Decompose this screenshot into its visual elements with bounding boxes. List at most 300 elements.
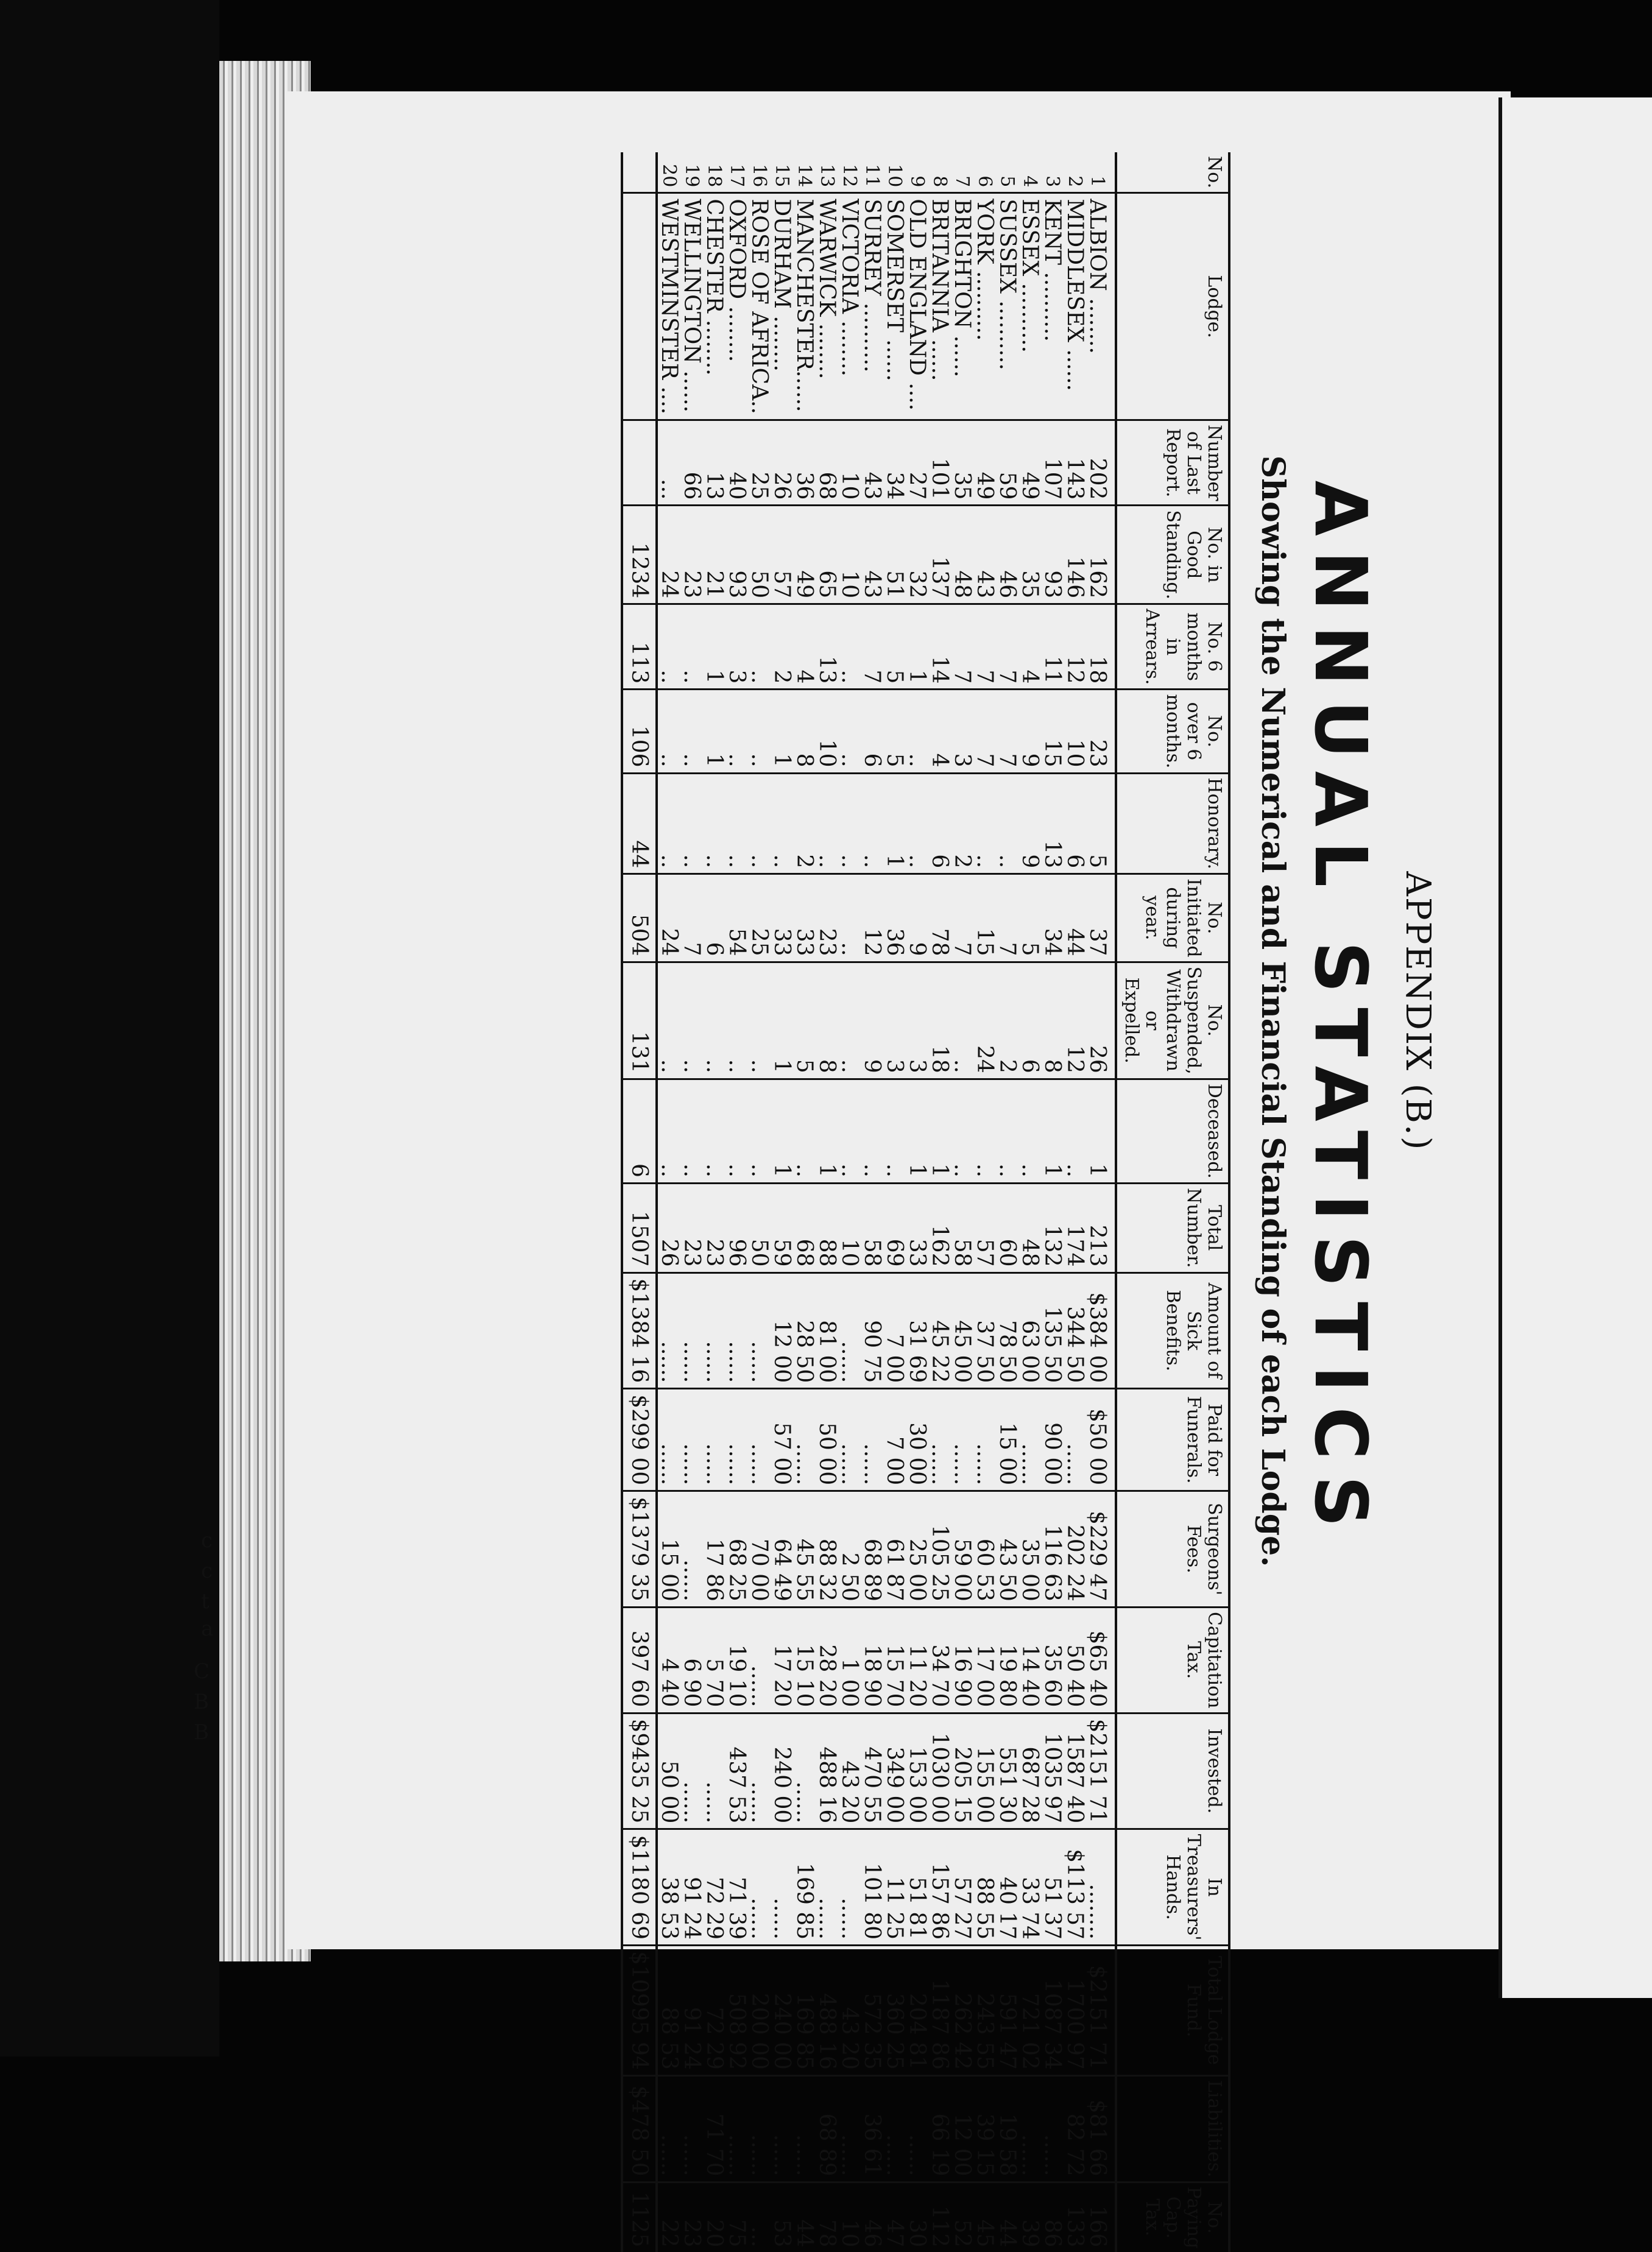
table-cell: 52 [951, 2182, 973, 2252]
table-cell: 721 02 [1018, 1946, 1041, 2076]
table-cell: ...... [748, 1272, 771, 1389]
table-cell: .. [657, 962, 680, 1079]
table-cell: ...... [838, 1829, 861, 1946]
table-cell: 101 80 [861, 1829, 883, 1946]
table-cell: ...... [793, 1713, 816, 1829]
table-row [951, 152, 973, 2252]
table-cell: 91 24 [680, 1829, 703, 1946]
table-cell: 16 90 [951, 1607, 973, 1713]
table-cell: 45 22 [928, 1272, 951, 1389]
table-cell: 15 10 [793, 1607, 816, 1713]
table-cell: 88 [816, 1183, 838, 1272]
table-cell: 155 00 [973, 1713, 996, 1829]
table-cell: 36 [883, 874, 906, 962]
column-header: In Treasurers' Hands. [1116, 1829, 1229, 1946]
table-cell: 470 55 [861, 1713, 883, 1829]
table-cell: 1087 34 [1041, 1946, 1064, 2076]
table-cell: 53 [771, 2182, 793, 2252]
table-cell: .. [906, 690, 928, 773]
table-cell: 50 00 [816, 1389, 838, 1491]
total-cell: 113 [622, 604, 657, 690]
table-cell: 7 [951, 604, 973, 690]
table-cell: 1 [703, 604, 725, 690]
table-cell: .. [703, 773, 725, 874]
table-cell: 24 [973, 962, 996, 1079]
table-cell: 51 81 [906, 1829, 928, 1946]
table-cell: 43 20 [838, 1946, 861, 2076]
table-cell: 28 50 [793, 1272, 816, 1389]
table-cell: 2 [771, 604, 793, 690]
table-cell: .. [771, 773, 793, 874]
table-cell: MIDDLESEX ...... [1064, 193, 1086, 420]
table-cell: ...... [816, 1829, 838, 1946]
total-cell: 1234 [622, 506, 657, 604]
table-cell: 35 [1018, 506, 1041, 604]
table-cell: 169 85 [793, 1946, 816, 2076]
statistics-table [621, 152, 1230, 2252]
table-cell: 18 [1086, 604, 1116, 690]
table-cell: .. [861, 773, 883, 874]
table-cell: 78 50 [996, 1272, 1018, 1389]
table-cell: 7 [996, 874, 1018, 962]
table-cell: 50 40 [1064, 1607, 1086, 1713]
table-cell: 45 00 [951, 1272, 973, 1389]
table-cell: 1 [816, 1079, 838, 1183]
table-cell: 344 50 [1064, 1272, 1086, 1389]
rotated-content [292, 128, 1450, 2249]
column-header: Honorary. [1116, 773, 1229, 874]
table-cell: 262 42 [951, 1946, 973, 2076]
table-cell: 25 [748, 420, 771, 506]
table-cell: 43 20 [838, 1713, 861, 1829]
table-cell: 36 61 [861, 2075, 883, 2182]
table-cell: .. [816, 773, 838, 874]
total-cell: $9435 25 [622, 1713, 657, 1829]
table-cell: .. [748, 1079, 771, 1183]
table-cell: MANCHESTER...... [793, 193, 816, 420]
column-header: Liabilities. [1116, 2075, 1229, 2182]
table-cell: 146 [1064, 506, 1086, 604]
page-subtitle: Showing the Numerical and Financial Standing of each Lodge. [1254, 455, 1291, 1567]
table-cell: 23 [1086, 690, 1116, 773]
table-cell: 1700 97 [1064, 1946, 1086, 2076]
table-cell: .. [748, 690, 771, 773]
table-cell: ... [657, 420, 680, 506]
table-row [725, 152, 748, 2252]
table-cell: .. [883, 1079, 906, 1183]
table-cell: .. [838, 962, 861, 1079]
table-cell: 8 [1041, 962, 1064, 1079]
table-header [1116, 152, 1229, 2252]
table-cell: 7 00 [883, 1389, 906, 1491]
table-cell: 133 [1064, 2182, 1086, 2252]
table-cell: 66 19 [928, 2075, 951, 2182]
table-cell: 17 [726, 164, 747, 188]
table-cell: 13 [703, 420, 725, 506]
table-cell: 65 [816, 506, 838, 604]
table-cell: 9 [906, 175, 928, 188]
table-cell: 71 39 [725, 1829, 748, 1946]
table-cell: 93 [1041, 506, 1064, 604]
table-cell: $384 00 [1086, 1272, 1116, 1389]
table-cell: $113 57 [1064, 1829, 1086, 1946]
table-cell: 437 53 [725, 1713, 748, 1829]
table-cell: 6 [861, 690, 883, 773]
table-cell: 23 [816, 874, 838, 962]
table-cell: 4 [1018, 604, 1041, 690]
table-cell: .. [838, 604, 861, 690]
table-cell: 3 [725, 604, 748, 690]
table-cell: 72 29 [703, 1829, 725, 1946]
table-cell: 68 25 [725, 1491, 748, 1608]
table-cell: 34 70 [928, 1607, 951, 1713]
table-cell: $2151 71 [1086, 1946, 1116, 2076]
facing-page [1498, 97, 1652, 1998]
table-cell: 349 00 [883, 1713, 906, 1829]
table-cell: ROSE OF AFRICA.. [748, 193, 771, 420]
table-cell: 43 [861, 420, 883, 506]
table-totals [622, 152, 657, 2252]
table-cell: ...... [657, 1389, 680, 1491]
table-cell: ...... [725, 2075, 748, 2182]
table-cell: 1 [1041, 1079, 1064, 1183]
table-cell: 5 [1018, 874, 1041, 962]
table-cell: 39 15 [973, 2075, 996, 2182]
table-cell: 14 [794, 164, 815, 188]
total-cell [622, 420, 657, 506]
table-cell: 19 10 [725, 1607, 748, 1713]
table-cell: 157 86 [928, 1829, 951, 1946]
table-cell: 12 00 [771, 1272, 793, 1389]
table-cell: 45 [973, 2182, 996, 2252]
table-cell: 105 25 [928, 1491, 951, 1608]
table-cell: ...... [838, 1389, 861, 1491]
table-cell: 46 [996, 506, 1018, 604]
table-cell: 78 [928, 874, 951, 962]
table-cell: 5 [793, 962, 816, 1079]
table-cell: 75 [725, 2182, 748, 2252]
table-cell: 6 [1018, 962, 1041, 1079]
table-cell: 35 60 [1041, 1607, 1064, 1713]
table-cell: 40 [725, 420, 748, 506]
table-cell: SURREY .......... [861, 193, 883, 420]
table-cell: 19 58 [996, 2075, 1018, 2182]
table-cell: 14 40 [1018, 1607, 1041, 1713]
table-cell: 10 [838, 506, 861, 604]
table-cell: 45 55 [793, 1491, 816, 1608]
table-cell: ...... [883, 2075, 906, 2182]
totals-row [622, 152, 657, 2252]
margin-letter: B [194, 1690, 209, 1714]
table-cell: 488 16 [816, 1946, 838, 2076]
table-cell: ...... [680, 2075, 703, 2182]
table-cell: 1 [771, 1079, 793, 1183]
table-cell: .. [748, 604, 771, 690]
table-cell: 5 [1086, 773, 1116, 874]
table-cell: 15 00 [996, 1389, 1018, 1491]
table-cell: 2 [793, 773, 816, 874]
table-cell: 88 53 [657, 1946, 680, 2076]
table-cell: ...... [771, 2075, 793, 2182]
scan-background-left [0, 0, 219, 2056]
table-cell: .. [951, 1079, 973, 1183]
total-cell: 131 [622, 962, 657, 1079]
table-cell: 137 [928, 506, 951, 604]
margin-letter: a [201, 1617, 214, 1641]
table-cell: 60 [996, 1183, 1018, 1272]
table-cell: SUSSEX .......... [996, 193, 1018, 420]
table-cell: 17 20 [771, 1607, 793, 1713]
table-cell: 5 70 [703, 1607, 725, 1713]
margin-letter: c [201, 1559, 213, 1583]
table-cell: .. [838, 1079, 861, 1183]
table-cell: 7 [996, 690, 1018, 773]
table-cell: 13 [816, 604, 838, 690]
table-cell: ...... [748, 2075, 771, 2182]
table-cell: 68 89 [861, 1491, 883, 1608]
total-cell: 504 [622, 874, 657, 962]
table-cell: ........ [1086, 1829, 1116, 1946]
table-cell: 15 [1041, 690, 1064, 773]
table-cell: 7 [973, 604, 996, 690]
table-cell: .. [838, 690, 861, 773]
table-row [906, 152, 928, 2252]
table-cell: 17 00 [973, 1607, 996, 1713]
table-row [996, 152, 1018, 2252]
table-cell: 40 17 [996, 1829, 1018, 1946]
table-cell: .. [703, 1079, 725, 1183]
table-cell: ...... [1064, 1389, 1086, 1491]
table-cell: 12 [861, 874, 883, 962]
table-cell: 6 [974, 175, 995, 188]
table-row [793, 152, 816, 2252]
appendix-label: APPENDIX (B.) [1398, 871, 1438, 1151]
column-header: Total Lodge Fund. [1116, 1946, 1229, 2076]
table-cell: ...... [1041, 2075, 1064, 2182]
table-cell: 21 [703, 506, 725, 604]
total-cell: 1125 [622, 2182, 657, 2252]
table-cell: 11 20 [906, 1607, 928, 1713]
table-cell: 4 40 [657, 1607, 680, 1713]
table-row [1086, 152, 1116, 2252]
table-cell: 71 70 [703, 2075, 725, 2182]
table-cell: 60 53 [973, 1491, 996, 1608]
table-cell: 91 24 [680, 1946, 703, 2076]
table-cell: 15 [973, 874, 996, 962]
table-cell: 26 [771, 420, 793, 506]
table-cell: 27 [906, 420, 928, 506]
table-cell: ...... [748, 1829, 771, 1946]
table-cell: 12 00 [951, 2075, 973, 2182]
table-cell: ESSEX .......... [1018, 193, 1041, 420]
table-cell: ...... [793, 2075, 816, 2182]
table-cell: 34 [1041, 874, 1064, 962]
table-cell: ...... [838, 1272, 861, 1389]
table-cell: ...... [928, 1389, 951, 1491]
column-header: Invested. [1116, 1713, 1229, 1829]
table-cell: 44 [793, 2182, 816, 2252]
table-cell: 88 55 [973, 1829, 996, 1946]
table-cell: 24 [657, 506, 680, 604]
table-cell: 33 [793, 874, 816, 962]
table-cell: .. [725, 773, 748, 874]
table-cell: 15 00 [657, 1491, 680, 1608]
table-cell: 508 92 [725, 1946, 748, 2076]
table-cell: 51 [883, 506, 906, 604]
table-cell: WELLINGTON ...... [680, 193, 703, 420]
table-cell: 39 [1018, 2182, 1041, 2252]
table-cell: 66 [680, 420, 703, 506]
table-cell: 1187 86 [928, 1946, 951, 2076]
table-cell: 132 [1041, 1183, 1064, 1272]
table-cell: BRITANNIA ...... [928, 193, 951, 420]
table-cell: 34 [883, 420, 906, 506]
table-body [657, 152, 1116, 2252]
table-cell: .. [725, 1079, 748, 1183]
table-cell: 12 [839, 164, 860, 188]
table-cell: .. [838, 874, 861, 962]
table-cell: 1035 97 [1041, 1713, 1064, 1829]
total-cell: 1507 [622, 1183, 657, 1272]
table-cell: 7 [996, 604, 1018, 690]
table-cell: .. [680, 1079, 703, 1183]
table-cell: 360 25 [883, 1946, 906, 2076]
table-cell: 135 50 [1041, 1272, 1064, 1389]
table-cell: 25 00 [906, 1491, 928, 1608]
table-cell: 20 [658, 164, 680, 188]
table-cell: 20 [703, 2182, 725, 2252]
table-cell: 50 [748, 506, 771, 604]
table-cell: 51 37 [1041, 1829, 1064, 1946]
table-cell: 6 [1064, 773, 1086, 874]
table-cell: 202 24 [1064, 1491, 1086, 1608]
table-cell: 10 [838, 2182, 861, 2252]
table-cell: ...... [657, 2075, 680, 2182]
table-cell: 14 [928, 604, 951, 690]
table-cell: 4 [793, 604, 816, 690]
table-cell: 86 [1041, 2182, 1064, 2252]
table-cell: .. [680, 962, 703, 1079]
margin-letter: B [194, 1720, 209, 1745]
table-cell: 8 [816, 962, 838, 1079]
table-cell: 38 53 [657, 1829, 680, 1946]
table-cell: ...... [748, 1607, 771, 1713]
table-cell: 46 [861, 2182, 883, 2252]
table-cell: OLD ENGLAND .... [906, 193, 928, 420]
total-cell: 397 60 [622, 1607, 657, 1713]
table-cell: 6 90 [680, 1607, 703, 1713]
table-cell: 116 63 [1041, 1491, 1064, 1608]
total-cell: 6 [622, 1079, 657, 1183]
table-cell: 59 [996, 420, 1018, 506]
table-cell: .. [748, 962, 771, 1079]
column-header: Surgeons' Fees. [1116, 1491, 1229, 1608]
total-cell: $10995 94 [622, 1946, 657, 2076]
total-cell: $1180 69 [622, 1829, 657, 1946]
table-row [748, 152, 771, 2252]
total-cell: 44 [622, 773, 657, 874]
table-cell: 28 20 [816, 1607, 838, 1713]
table-cell: $229 47 [1086, 1491, 1116, 1608]
table-cell: 81 00 [816, 1272, 838, 1389]
table-cell: 50 00 [657, 1713, 680, 1829]
table-cell: .. [657, 773, 680, 874]
table-cell: .. [680, 690, 703, 773]
table-cell: 57 00 [771, 1389, 793, 1491]
table-cell: 551 30 [996, 1713, 1018, 1829]
table-cell: 68 [816, 420, 838, 506]
table-cell: 6 [928, 773, 951, 874]
table-cell: 7 [973, 690, 996, 773]
table-cell: 58 [951, 1183, 973, 1272]
column-header: Lodge. [1116, 193, 1229, 420]
table-cell: ...... [657, 1272, 680, 1389]
table-cell: 43 [973, 506, 996, 604]
table-cell: .. [680, 604, 703, 690]
column-header: No. Paying Cap. Tax. [1116, 2182, 1229, 2252]
table-cell: 17 86 [703, 1491, 725, 1608]
table-cell: 59 00 [951, 1491, 973, 1608]
table-cell: 7 [861, 604, 883, 690]
table-cell: 35 00 [1018, 1491, 1041, 1608]
table-cell: 23 [680, 1183, 703, 1272]
column-header: No. Initiated during year. [1116, 874, 1229, 962]
table-cell: 32 [906, 506, 928, 604]
table-cell: .. [725, 962, 748, 1079]
table-cell: 162 [1086, 506, 1116, 604]
table-row [883, 152, 906, 2252]
table-cell: 23 [680, 506, 703, 604]
table-cell: 70 00 [748, 1491, 771, 1608]
table-cell: 10 [816, 690, 838, 773]
total-cell [622, 152, 657, 193]
table-row [1041, 152, 1064, 2252]
table-cell: 30 [906, 2182, 928, 2252]
table-cell: 96 [725, 1183, 748, 1272]
total-cell [622, 193, 657, 420]
table-cell: ...... [1018, 1389, 1041, 1491]
table-cell: 18 [928, 962, 951, 1079]
table-cell: 15 70 [883, 1607, 906, 1713]
table-row [657, 152, 680, 2252]
table-cell: 8 [793, 690, 816, 773]
table-cell: 591 47 [996, 1946, 1018, 2076]
column-header: No. Suspended, Withdrawn or Expelled. [1116, 962, 1229, 1079]
table-cell: 31 69 [906, 1272, 928, 1389]
page-title: ANNUAL STATISTICS [1299, 480, 1383, 1542]
table-cell: 2 [951, 773, 973, 874]
table-cell: CHESTER ........ [703, 193, 725, 420]
table-cell: .. [1018, 1079, 1041, 1183]
table-cell: 572 35 [861, 1946, 883, 2076]
table-cell: 68 [793, 1183, 816, 1272]
table-cell: 1 [703, 690, 725, 773]
table-cell: 2 [996, 962, 1018, 1079]
margin-letter: t [201, 1589, 210, 1614]
table-cell: 59 [771, 1183, 793, 1272]
table-cell: 7 [680, 874, 703, 962]
table-cell: .. [996, 773, 1018, 874]
table-cell: 9 [906, 874, 928, 962]
table-cell: 23 [703, 1183, 725, 1272]
table-row [838, 152, 861, 2252]
table-cell: ...... [680, 1713, 703, 1829]
table-cell: 240 00 [771, 1713, 793, 1829]
column-header: No. 6 months in Arrears. [1116, 604, 1229, 690]
column-header: Capitation Tax. [1116, 1607, 1229, 1713]
table-cell: 143 [1064, 420, 1086, 506]
table-cell: 11 25 [883, 1829, 906, 1946]
